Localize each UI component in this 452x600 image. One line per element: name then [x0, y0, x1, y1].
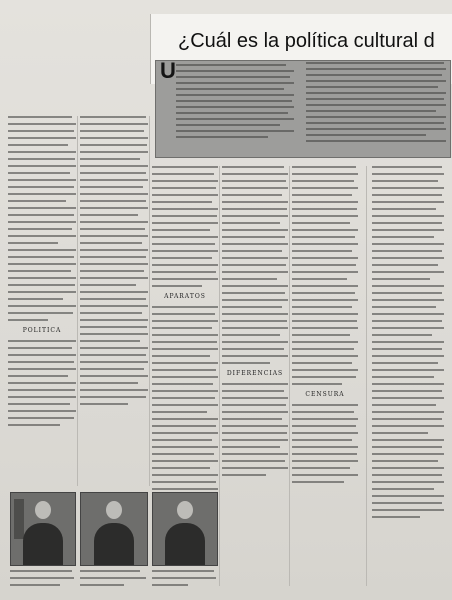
- bookshelf: [14, 499, 24, 539]
- person-figure: [94, 523, 134, 565]
- column-rule: [366, 166, 367, 586]
- person-figure: [165, 523, 205, 565]
- article-column-2: [80, 116, 148, 410]
- column-rule: [219, 166, 220, 586]
- article-column-4: [222, 166, 288, 481]
- article-column-3: [152, 166, 218, 502]
- article-column-5: [292, 166, 358, 488]
- person-figure: [23, 523, 63, 565]
- photo-caption-2: [80, 570, 146, 591]
- photo-interviewee-1: [10, 492, 76, 566]
- subhead-politica: POLITICA: [22, 327, 62, 334]
- article-column-1: [8, 116, 76, 431]
- photo-caption-3: [152, 570, 216, 591]
- article-column-6: [372, 166, 444, 523]
- photo-interviewee-3: [152, 492, 218, 566]
- column-rule: [289, 166, 290, 586]
- column-rule: [149, 116, 150, 486]
- dropcap: U: [160, 58, 176, 83]
- subhead-aparatos: APARATOS: [164, 293, 206, 300]
- headline: ¿Cuál es la política cultural d: [178, 30, 435, 52]
- photo-interviewee-2: [80, 492, 148, 566]
- subhead-diferencias: DIFERENCIAS: [226, 370, 284, 377]
- intro-text-left: [176, 64, 294, 142]
- face: [177, 501, 193, 519]
- photo-caption-1: [10, 570, 74, 591]
- face: [106, 501, 122, 519]
- subhead-censura: CENSURA: [305, 391, 345, 398]
- intro-text-right: [306, 62, 446, 146]
- column-rule: [77, 116, 78, 486]
- face: [35, 501, 51, 519]
